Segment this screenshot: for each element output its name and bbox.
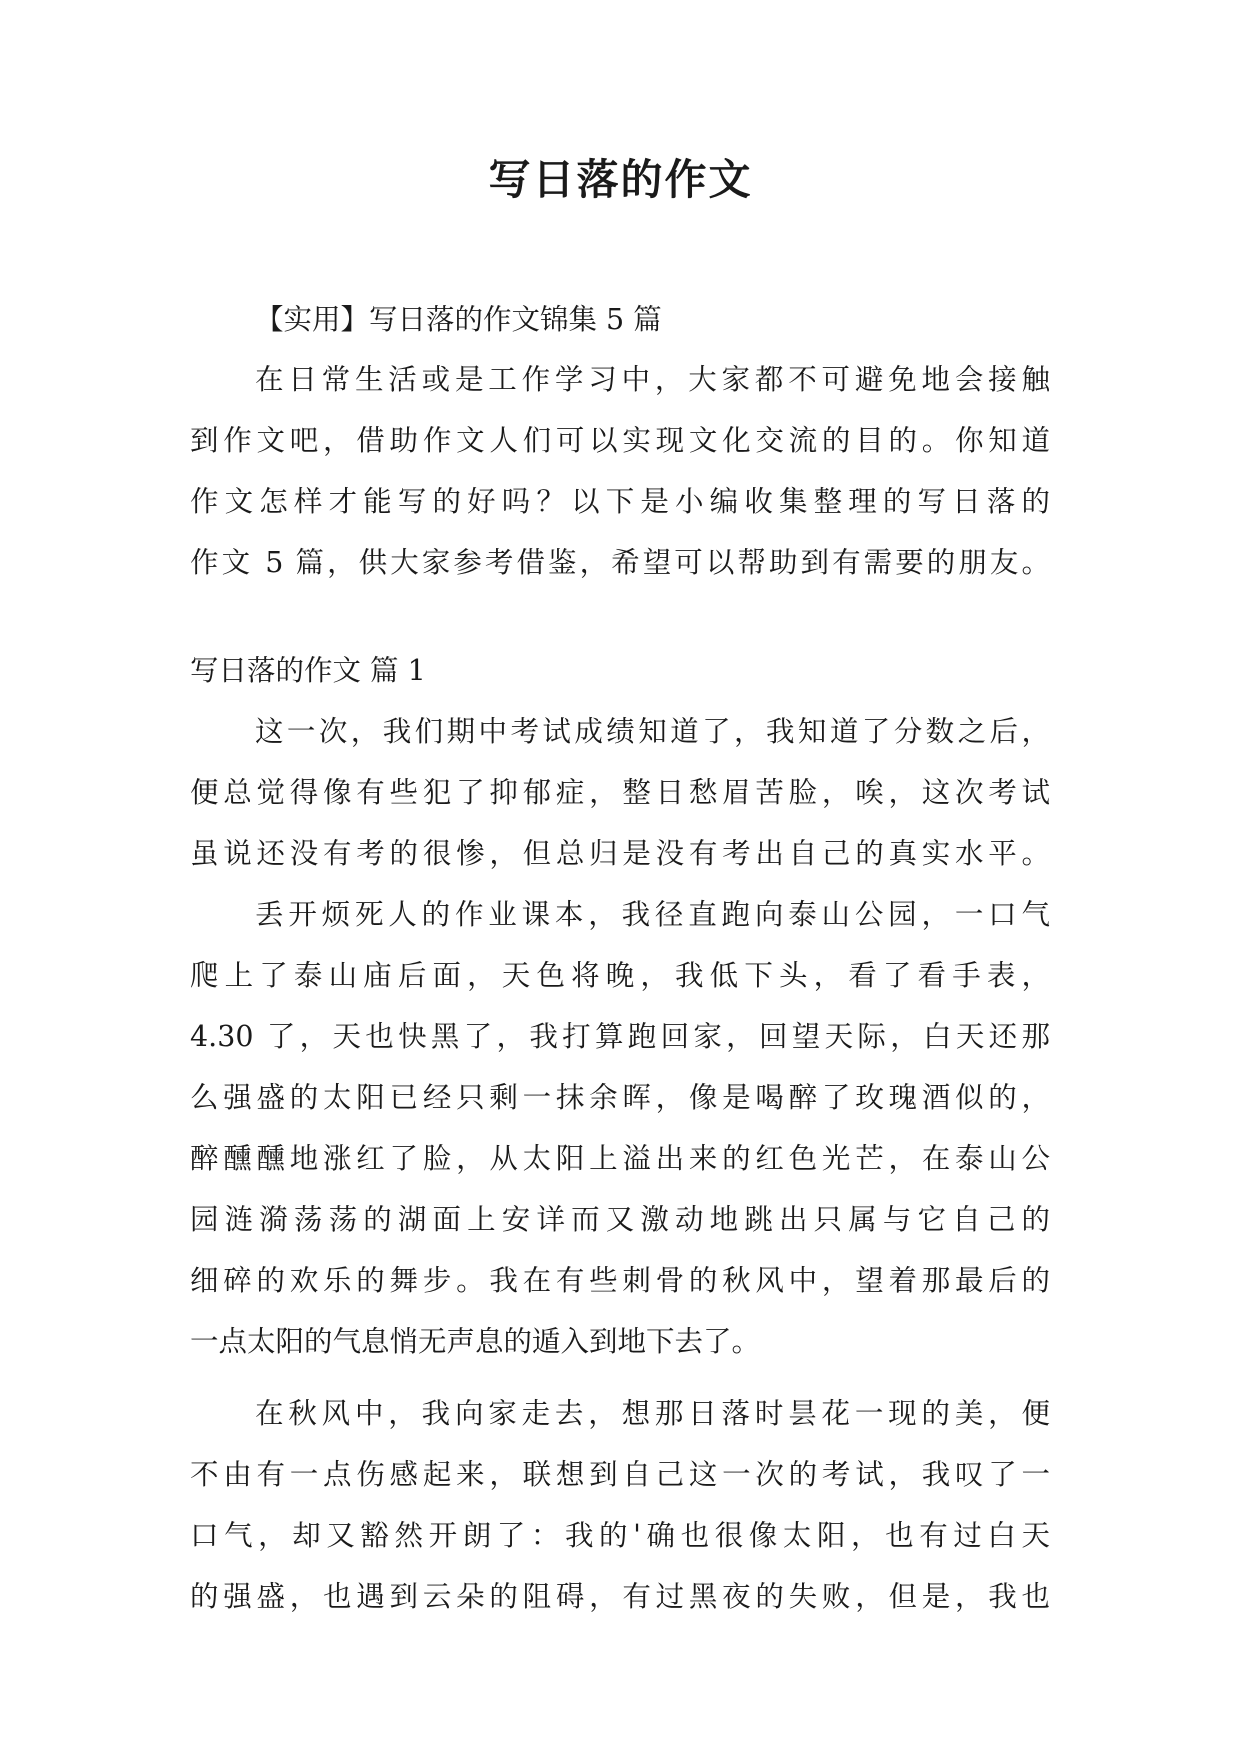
paragraph-line: 这一次，我们期中考试成绩知道了，我知道了分数之后，	[255, 715, 1050, 748]
paragraph-line: 口气，却又豁然开朗了：我的'确也很像太阳，也有过白天	[190, 1519, 1050, 1552]
paragraph-line: 细碎的欢乐的舞步。我在有些刺骨的秋风中，望着那最后的	[190, 1264, 1050, 1297]
paragraph-line: 虽说还没有考的很惨，但总归是没有考出自己的真实水平。	[190, 837, 1050, 870]
paragraph-line: 的强盛，也遇到云朵的阻碍，有过黑夜的失败，但是，我也	[190, 1580, 1050, 1613]
document-title: 写日落的作文	[488, 155, 753, 204]
paragraph-line: 么强盛的太阳已经只剩一抹余晖，像是喝醉了玫瑰酒似的，	[190, 1081, 1050, 1114]
paragraph-line: 园涟漪荡荡的湖面上安详而又激动地跳出只属与它自己的	[190, 1203, 1050, 1236]
paragraph-line: 爬上了泰山庙后面，天色将晚，我低下头，看了看手表，	[190, 959, 1050, 992]
document-subtitle: 【实用】写日落的作文锦集 5 篇	[255, 303, 662, 336]
paragraph-line: 一点太阳的气息悄无声息的遁入到地下去了。	[190, 1325, 761, 1358]
intro-line: 在日常生活或是工作学习中，大家都不可避免地会接触	[255, 363, 1050, 396]
paragraph-line: 便总觉得像有些犯了抑郁症，整日愁眉苦脸，唉，这次考试	[190, 776, 1050, 809]
paragraph-line: 醉醺醺地涨红了脸，从太阳上溢出来的红色光芒，在泰山公	[190, 1142, 1050, 1175]
paragraph-line: 不由有一点伤感起来，联想到自己这一次的考试，我叹了一	[190, 1458, 1050, 1491]
intro-line: 作文 5 篇，供大家参考借鉴，希望可以帮助到有需要的朋友。	[190, 546, 1050, 579]
paragraph-line: 在秋风中，我向家走去，想那日落时昙花一现的美，便	[255, 1397, 1050, 1430]
section-heading: 写日落的作文 篇 1	[190, 654, 426, 687]
paragraph-line: 4.30 了，天也快黑了，我打算跑回家，回望天际，白天还那	[190, 1020, 1050, 1053]
paragraph-line: 丢开烦死人的作业课本，我径直跑向泰山公园，一口气	[255, 898, 1050, 931]
intro-line: 到作文吧，借助作文人们可以实现文化交流的目的。你知道	[190, 424, 1050, 457]
intro-line: 作文怎样才能写的好吗？以下是小编收集整理的写日落的	[190, 485, 1050, 518]
